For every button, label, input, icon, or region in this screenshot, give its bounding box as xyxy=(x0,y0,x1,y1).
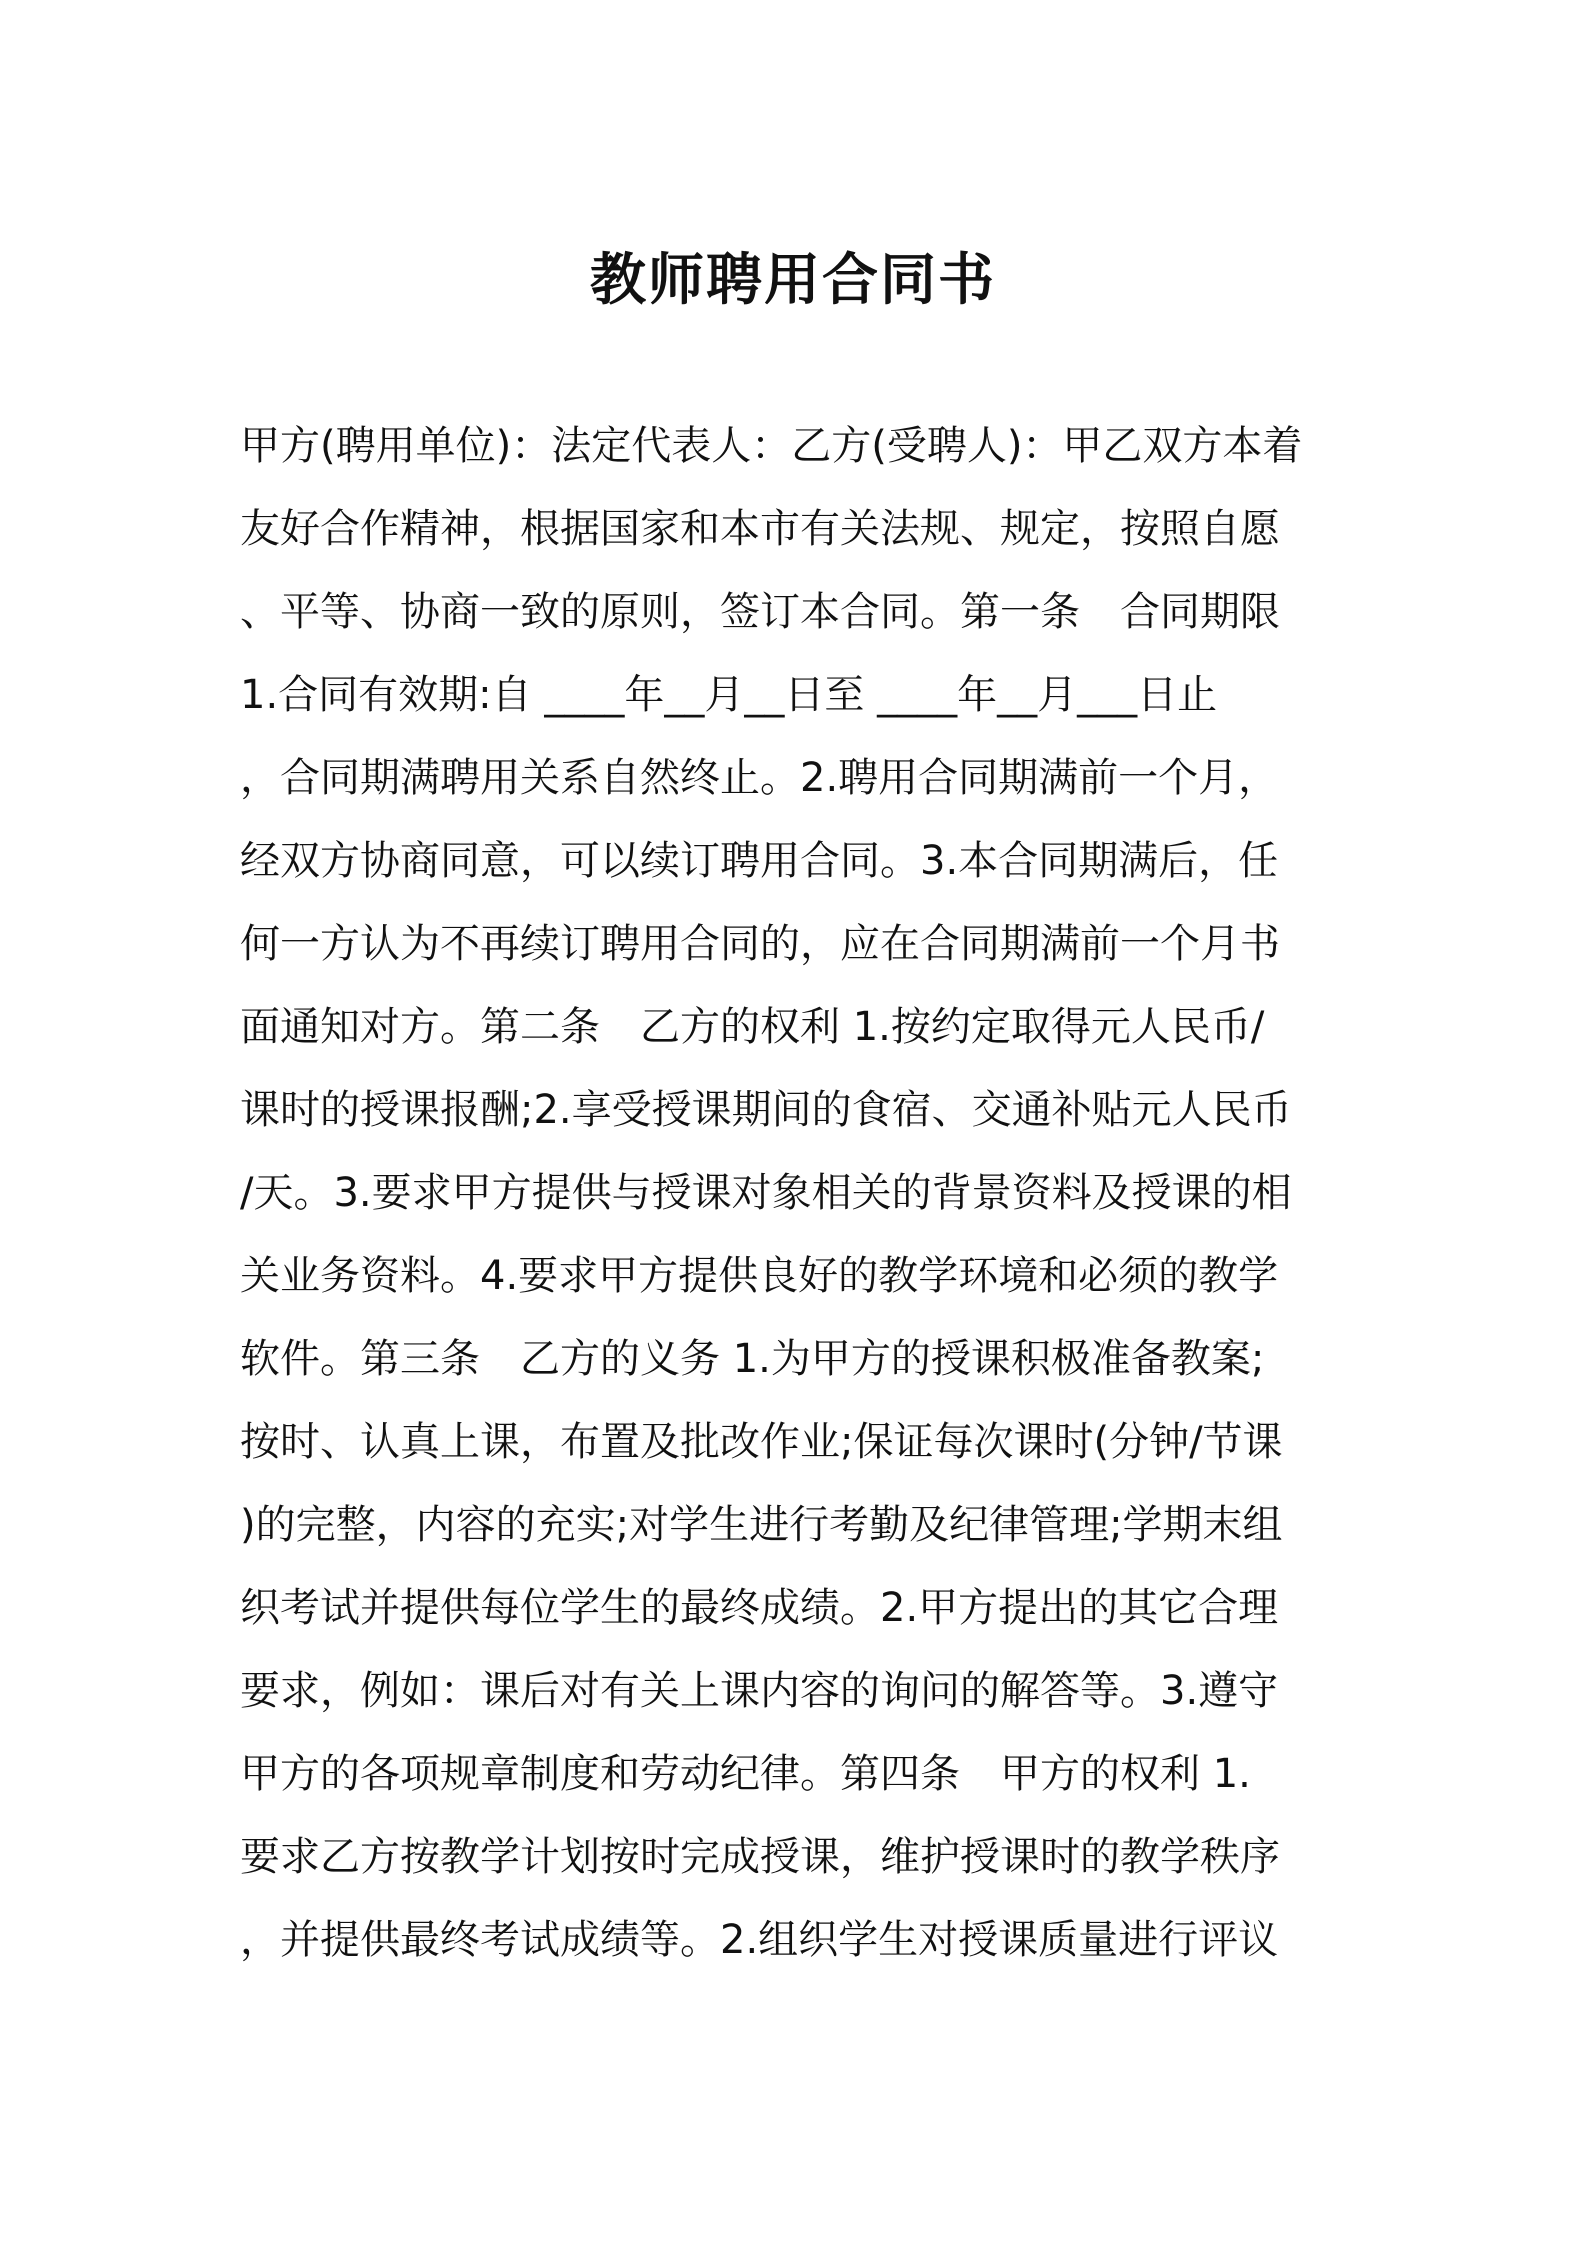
text-line: 甲方(聘用单位)：法定代表人：乙方(受聘人)：甲乙双方本着 xyxy=(240,423,1303,469)
text-line: 友好合作精神，根据国家和本市有关法规、规定，按照自愿 xyxy=(240,506,1280,552)
text-line: 关业务资料。4.要求甲方提供良好的教学环境和必须的教学 xyxy=(240,1253,1279,1299)
text-line: ，并提供最终考试成绩等。2.组织学生对授课质量进行评议 xyxy=(240,1917,1279,1963)
text-line: 面通知对方。第二条 乙方的权利 1.按约定取得元人民币/ xyxy=(240,1004,1265,1050)
text-line: ，合同期满聘用关系自然终止。2.聘用合同期满前一个月， xyxy=(240,755,1279,801)
text-line: 经双方协商同意，可以续订聘用合同。3.本合同期满后，任 xyxy=(240,838,1279,884)
text-line: 按时、认真上课，布置及批改作业;保证每次课时(分钟/节课 xyxy=(240,1419,1283,1465)
text-line: 甲方的各项规章制度和劳动纪律。第四条 甲方的权利 1. xyxy=(240,1751,1251,1797)
text-line: 1.合同有效期:自 ____年__月__日至 ____年__月___日止 xyxy=(240,672,1218,718)
text-line: 何一方认为不再续订聘用合同的，应在合同期满前一个月书 xyxy=(240,921,1280,967)
text-line: 、平等、协商一致的原则，签订本合同。第一条 合同期限 xyxy=(240,589,1280,635)
text-line: 织考试并提供每位学生的最终成绩。2.甲方提出的其它合理 xyxy=(240,1585,1279,1631)
text-line: 要求乙方按教学计划按时完成授课，维护授课时的教学秩序 xyxy=(240,1834,1280,1880)
text-line: 软件。第三条 乙方的义务 1.为甲方的授课积极准备教案; xyxy=(240,1336,1265,1382)
text-line: /天。3.要求甲方提供与授课对象相关的背景资料及授课的相 xyxy=(240,1170,1292,1216)
text-line: 要求，例如：课后对有关上课内容的询问的解答等。3.遵守 xyxy=(240,1668,1279,1714)
text-line: 课时的授课报酬;2.享受授课期间的食宿、交通补贴元人民币 xyxy=(240,1087,1292,1133)
document-title: 教师聘用合同书 xyxy=(590,248,996,313)
text-line: )的完整，内容的充实;对学生进行考勤及纪律管理;学期末组 xyxy=(240,1502,1283,1548)
contract-body xyxy=(240,405,1360,1982)
